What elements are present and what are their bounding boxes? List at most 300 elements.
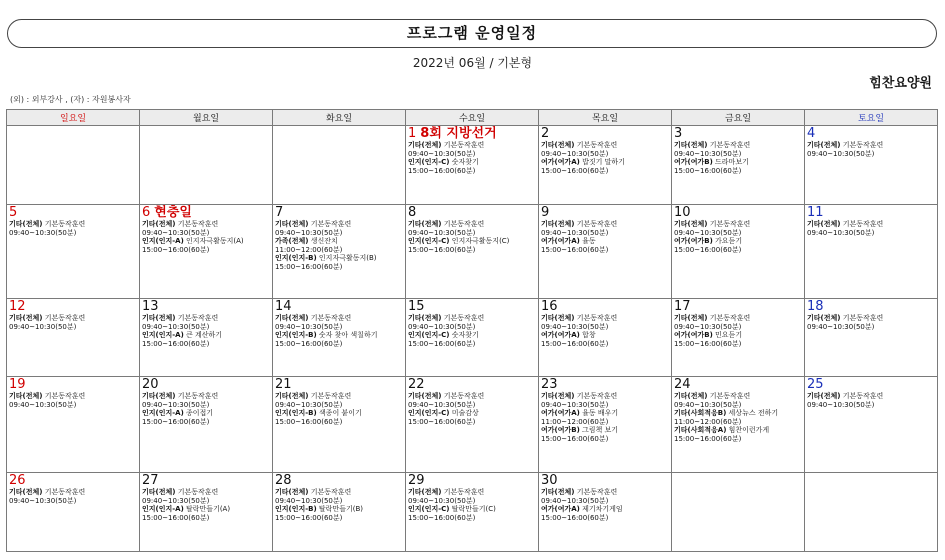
program-time: 09:40~10:30(50분) (674, 149, 742, 158)
program-category: 기타(전체) (9, 392, 43, 400)
program-entry (142, 505, 270, 522)
program-entry (541, 392, 669, 409)
calendar-week-row (7, 205, 938, 299)
program-time: 09:40~10:30(50분) (541, 322, 609, 331)
calendar-day-cell (7, 473, 140, 552)
program-entry (275, 392, 403, 409)
day-number: 23 (541, 377, 558, 392)
program-time: 09:40~10:30(50분) (275, 228, 343, 237)
program-category: 기타(전체) (9, 488, 43, 496)
program-time: 15:00~16:00(60분) (275, 339, 343, 348)
program-category: 기타(전체) (674, 220, 708, 228)
program-category: 기타(전체) (807, 392, 841, 400)
program-name: 제기차기게임 (582, 505, 623, 514)
program-name: 기본동작훈련 (44, 392, 86, 400)
program-entry (674, 331, 802, 348)
program-name: 힘찬이런가게 (728, 426, 770, 435)
calendar-day-cell (140, 299, 273, 377)
program-entry (275, 220, 403, 237)
program-name: 기본동작훈련 (177, 392, 219, 400)
day-number-line (541, 127, 669, 141)
program-entry (674, 237, 802, 254)
day-number-line (541, 378, 669, 392)
program-name: 율동 (582, 237, 596, 246)
program-time: 15:00~16:00(60분) (674, 245, 742, 254)
program-name: 기본동작훈련 (44, 488, 86, 496)
day-number-line (541, 474, 669, 488)
program-category: 여가(여가A) (541, 158, 580, 167)
calendar-day-cell (140, 473, 273, 552)
holiday-label: 현충일 (154, 205, 192, 220)
program-name: 탈락만들기(A) (186, 505, 231, 514)
program-entry (142, 488, 270, 505)
program-time: 15:00~16:00(60분) (541, 434, 609, 443)
calendar-day-cell (140, 126, 273, 205)
day-number-line (674, 378, 802, 392)
calendar-day-cell (805, 205, 938, 299)
program-time: 09:40~10:30(50분) (275, 496, 343, 505)
day-number: 16 (541, 299, 558, 314)
program-name: 기본동작훈련 (177, 488, 219, 496)
day-number-line (9, 378, 137, 392)
program-category: 인지(인지-C) (408, 158, 450, 167)
program-name: 인지자극활동지(B) (318, 254, 377, 263)
program-name: 세상뉴스 전하기 (728, 409, 779, 418)
program-entry (275, 237, 403, 254)
program-entry (807, 220, 935, 237)
program-category: 기타(전체) (408, 488, 442, 496)
program-entry (142, 392, 270, 409)
program-time: 15:00~16:00(60분) (275, 262, 343, 271)
program-category: 인지(인지-B) (275, 409, 317, 418)
day-number-line (674, 300, 802, 314)
calendar-day-cell (539, 377, 672, 473)
program-entry (142, 314, 270, 331)
program-time: 15:00~16:00(60분) (142, 513, 210, 522)
calendar-day-cell (672, 126, 805, 205)
program-name: 큰 계산하기 (186, 331, 223, 340)
program-time: 09:40~10:30(50분) (142, 322, 210, 331)
day-number-line (142, 206, 270, 220)
program-time: 09:40~10:30(50분) (408, 228, 476, 237)
program-category: 여가(여가B) (674, 331, 713, 340)
program-entry (541, 505, 669, 522)
program-entry (541, 158, 669, 175)
program-time: 09:40~10:30(50분) (541, 400, 609, 409)
day-number-line (807, 127, 935, 141)
program-entry (408, 141, 536, 158)
program-category: 기타(전체) (142, 488, 176, 496)
day-number-line (9, 206, 137, 220)
program-entry (408, 237, 536, 254)
program-category: 기타(전체) (275, 220, 309, 228)
program-time: 09:40~10:30(50분) (9, 322, 77, 331)
program-name: 기본동작훈련 (310, 314, 352, 322)
program-category: 기타(전체) (142, 392, 176, 400)
program-entry (807, 314, 935, 331)
program-name: 밥짓기 말하기 (582, 158, 625, 167)
program-time: 11:00~12:00(60분) (541, 417, 609, 426)
calendar-day-cell (273, 377, 406, 473)
program-name: 기본동작훈련 (842, 141, 884, 149)
day-number-line (807, 206, 935, 220)
day-number-line (807, 378, 935, 392)
day-number: 10 (674, 205, 691, 220)
program-entry (541, 488, 669, 505)
weekday-header-wednesday: 수요일 (406, 110, 539, 126)
program-entry (541, 314, 669, 331)
program-time: 15:00~16:00(60분) (142, 417, 210, 426)
program-time: 15:00~16:00(60분) (674, 434, 742, 443)
day-number: 19 (9, 377, 26, 392)
program-time: 11:00~12:00(60분) (674, 417, 742, 426)
day-number-line (275, 474, 403, 488)
program-category: 기타(전체) (807, 141, 841, 149)
calendar-day-cell (406, 377, 539, 473)
program-entry (408, 392, 536, 409)
program-entry (674, 409, 802, 426)
program-name: 그림책 보기 (582, 426, 619, 435)
program-name: 기본동작훈련 (576, 488, 618, 496)
day-number: 2 (541, 126, 550, 141)
day-number-line (142, 474, 270, 488)
program-time: 15:00~16:00(60분) (408, 245, 476, 254)
program-category: 여가(여가A) (541, 331, 580, 340)
day-number-line (275, 378, 403, 392)
program-category: 인지(인지-A) (142, 409, 184, 418)
program-category: 기타(전체) (674, 141, 708, 149)
program-entry (408, 331, 536, 348)
day-number: 9 (541, 205, 550, 220)
program-category: 기타(전체) (408, 392, 442, 400)
program-entry (541, 220, 669, 237)
day-number: 25 (807, 377, 824, 392)
program-time: 09:40~10:30(50분) (408, 496, 476, 505)
program-entry (408, 409, 536, 426)
program-entry (674, 220, 802, 237)
day-number: 5 (9, 205, 18, 220)
program-entry (674, 426, 802, 443)
program-entry (408, 505, 536, 522)
calendar-table (6, 109, 938, 552)
program-category: 여가(여가A) (541, 409, 580, 418)
program-entry (408, 220, 536, 237)
program-category: 기타(전체) (142, 220, 176, 228)
day-number: 30 (541, 473, 558, 488)
program-name: 기본동작훈련 (576, 392, 618, 400)
calendar-day-cell (539, 205, 672, 299)
day-number-line (408, 206, 536, 220)
program-time: 15:00~16:00(60분) (275, 417, 343, 426)
program-entry (541, 141, 669, 158)
program-entry (275, 331, 403, 348)
day-number: 6 (142, 205, 151, 220)
program-entry (541, 409, 669, 426)
period-label: 2022년 06월 / 기본형 (412, 56, 533, 70)
program-time: 15:00~16:00(60분) (142, 339, 210, 348)
holiday-label: 8회 지방선거 (420, 126, 497, 141)
program-name: 합창 (582, 331, 596, 340)
day-number-line (408, 127, 536, 141)
program-category: 인지(인지-B) (275, 331, 317, 340)
calendar-day-cell (273, 473, 406, 552)
program-time: 09:40~10:30(50분) (275, 322, 343, 331)
program-time: 15:00~16:00(60분) (541, 166, 609, 175)
program-category: 기타(전체) (541, 392, 575, 400)
program-entry (9, 220, 137, 237)
program-entry (408, 158, 536, 175)
program-time: 15:00~16:00(60분) (408, 339, 476, 348)
day-number-line (408, 378, 536, 392)
calendar-day-cell (140, 377, 273, 473)
program-name: 기본동작훈련 (443, 220, 485, 228)
program-name: 숫자찾기 (451, 158, 479, 167)
program-category: 기타(전체) (408, 314, 442, 322)
day-number-line (541, 300, 669, 314)
calendar-day-cell (805, 126, 938, 205)
program-time: 09:40~10:30(50분) (541, 228, 609, 237)
program-name: 기본동작훈련 (443, 314, 485, 322)
program-category: 기타(전체) (541, 488, 575, 496)
program-name: 기본동작훈련 (576, 141, 618, 149)
day-number: 15 (408, 299, 425, 314)
program-entry (142, 331, 270, 348)
program-category: 인지(인지-C) (408, 331, 450, 340)
program-time: 09:40~10:30(50분) (9, 228, 77, 237)
program-entry (674, 314, 802, 331)
calendar-day-cell (406, 299, 539, 377)
program-time: 09:40~10:30(50분) (674, 400, 742, 409)
program-time: 09:40~10:30(50분) (674, 228, 742, 237)
weekday-header-monday: 월요일 (140, 110, 273, 126)
day-number: 12 (9, 299, 26, 314)
program-time: 15:00~16:00(60분) (674, 166, 742, 175)
program-category: 인지(인지-A) (142, 505, 184, 514)
program-category: 기타(사회적응B) (674, 409, 727, 418)
weekday-header-thursday: 목요일 (539, 110, 672, 126)
program-time: 09:40~10:30(50분) (9, 400, 77, 409)
day-number: 20 (142, 377, 159, 392)
program-category: 기타(전체) (674, 392, 708, 400)
program-category: 기타(전체) (408, 220, 442, 228)
calendar-day-cell (7, 377, 140, 473)
program-name: 기본동작훈련 (310, 220, 352, 228)
program-category: 인지(인지-B) (275, 505, 317, 514)
program-name: 기본동작훈련 (310, 488, 352, 496)
day-number: 4 (807, 126, 816, 141)
program-entry (408, 314, 536, 331)
day-number: 27 (142, 473, 159, 488)
program-time: 15:00~16:00(60분) (674, 339, 742, 348)
calendar-day-cell (7, 126, 140, 205)
program-category: 여가(여가A) (541, 505, 580, 514)
day-number: 13 (142, 299, 159, 314)
program-name: 인지자극활동지(C) (451, 237, 510, 246)
program-category: 여가(여가B) (674, 237, 713, 246)
calendar-day-cell (7, 205, 140, 299)
program-time: 09:40~10:30(50분) (408, 149, 476, 158)
program-time: 15:00~16:00(60분) (142, 245, 210, 254)
calendar-day-cell (406, 126, 539, 205)
weekday-header-tuesday: 화요일 (273, 110, 406, 126)
program-category: 기타(전체) (541, 314, 575, 322)
program-time: 09:40~10:30(50분) (142, 400, 210, 409)
program-name: 기본동작훈련 (44, 220, 86, 228)
calendar-day-cell (7, 299, 140, 377)
program-time: 15:00~16:00(60분) (408, 417, 476, 426)
program-category: 기타(전체) (408, 141, 442, 149)
program-category: 인지(인지-A) (142, 331, 184, 340)
program-name: 종이접기 (186, 409, 214, 418)
program-category: 인지(인지-B) (275, 254, 317, 263)
program-name: 기본동작훈련 (443, 488, 485, 496)
calendar-week-row (7, 473, 938, 552)
calendar-day-cell (406, 473, 539, 552)
day-number-line (142, 378, 270, 392)
calendar-day-cell (273, 205, 406, 299)
program-name: 기본동작훈련 (576, 314, 618, 322)
calendar-day-cell (140, 205, 273, 299)
program-entry (408, 488, 536, 505)
program-category: 기타(전체) (674, 314, 708, 322)
program-time: 09:40~10:30(50분) (275, 400, 343, 409)
program-name: 기본동작훈련 (576, 220, 618, 228)
program-name: 기본동작훈련 (443, 141, 485, 149)
program-name: 기본동작훈련 (709, 220, 751, 228)
day-number: 17 (674, 299, 691, 314)
day-number: 29 (408, 473, 425, 488)
program-entry (807, 141, 935, 158)
program-time: 15:00~16:00(60분) (541, 339, 609, 348)
program-time: 09:40~10:30(50분) (807, 400, 875, 409)
program-time: 09:40~10:30(50분) (142, 228, 210, 237)
program-category: 인지(인지-C) (408, 505, 450, 514)
program-entry (9, 314, 137, 331)
program-name: 색종이 붙이기 (318, 409, 362, 418)
program-time: 09:40~10:30(50분) (541, 496, 609, 505)
program-category: 기타(전체) (275, 488, 309, 496)
day-number: 18 (807, 299, 824, 314)
program-time: 15:00~16:00(60분) (408, 166, 476, 175)
program-entry (275, 409, 403, 426)
weekday-header-row (7, 110, 938, 126)
day-number: 7 (275, 205, 284, 220)
program-entry (541, 331, 669, 348)
day-number-line (807, 300, 935, 314)
day-number-line (9, 300, 137, 314)
program-name: 가요듣기 (715, 237, 743, 246)
program-name: 미술감상 (451, 409, 479, 418)
program-entry (275, 314, 403, 331)
program-time: 09:40~10:30(50분) (541, 149, 609, 158)
calendar-day-cell (539, 473, 672, 552)
day-number: 8 (408, 205, 417, 220)
program-entry (541, 426, 669, 443)
program-name: 드라마보기 (715, 158, 749, 167)
program-time: 15:00~16:00(60분) (275, 513, 343, 522)
program-time: 09:40~10:30(50분) (408, 322, 476, 331)
program-category: 여가(여가B) (674, 158, 713, 167)
program-entry (9, 392, 137, 409)
program-name: 기본동작훈련 (310, 392, 352, 400)
day-number-line (9, 474, 137, 488)
program-time: 09:40~10:30(50분) (9, 496, 77, 505)
program-entry (9, 488, 137, 505)
calendar-day-cell (672, 205, 805, 299)
program-name: 기본동작훈련 (44, 314, 86, 322)
program-name: 기본동작훈련 (842, 314, 884, 322)
program-time: 09:40~10:30(50분) (142, 496, 210, 505)
program-entry (142, 220, 270, 237)
program-category: 기타(전체) (275, 314, 309, 322)
day-number: 1 (408, 126, 417, 141)
program-category: 인지(인지-C) (408, 409, 450, 418)
program-entry (275, 488, 403, 505)
program-entry (275, 254, 403, 271)
program-category: 기타(전체) (807, 220, 841, 228)
day-number: 21 (275, 377, 292, 392)
weekday-header-saturday: 토요일 (805, 110, 938, 126)
program-time: 15:00~16:00(60분) (408, 513, 476, 522)
program-category: 가족(전체) (275, 237, 309, 246)
program-category: 여가(여가A) (541, 237, 580, 246)
program-category: 기타(전체) (541, 220, 575, 228)
calendar-day-cell (672, 299, 805, 377)
calendar-day-cell (406, 205, 539, 299)
calendar-day-cell (805, 299, 938, 377)
program-time: 15:00~16:00(60분) (541, 513, 609, 522)
program-name: 기본동작훈련 (842, 392, 884, 400)
day-number-line (142, 300, 270, 314)
program-name: 기본동작훈련 (709, 392, 751, 400)
calendar-week-row (7, 126, 938, 205)
program-time: 15:00~16:00(60분) (541, 245, 609, 254)
program-name: 숫자찾기 (451, 331, 479, 340)
calendar-day-cell (672, 377, 805, 473)
day-number: 24 (674, 377, 691, 392)
program-category: 기타(전체) (807, 314, 841, 322)
day-number: 3 (674, 126, 683, 141)
day-number: 14 (275, 299, 292, 314)
day-number: 28 (275, 473, 292, 488)
program-entry (674, 392, 802, 409)
calendar-day-cell (539, 299, 672, 377)
program-category: 기타(전체) (9, 220, 43, 228)
program-name: 기본동작훈련 (177, 314, 219, 322)
calendar-day-cell (539, 126, 672, 205)
program-entry (142, 237, 270, 254)
program-category: 기타(전체) (541, 141, 575, 149)
program-name: 기본동작훈련 (709, 314, 751, 322)
program-category: 기타(전체) (275, 392, 309, 400)
day-number-line (275, 300, 403, 314)
day-number-line (674, 206, 802, 220)
program-name: 숫자 찾아 색칠하기 (318, 331, 378, 340)
calendar-body (7, 126, 938, 552)
day-number-line (408, 474, 536, 488)
program-name: 기본동작훈련 (709, 141, 751, 149)
calendar-week-row (7, 377, 938, 473)
program-entry (275, 505, 403, 522)
organization-name: 힘찬요양원 (869, 76, 932, 91)
weekday-header-friday: 금요일 (672, 110, 805, 126)
day-number-line (275, 206, 403, 220)
program-category: 인지(인지-C) (408, 237, 450, 246)
program-category: 여가(여가B) (541, 426, 580, 435)
calendar-day-cell (273, 299, 406, 377)
program-category: 기타(사회적응A) (674, 426, 727, 435)
program-name: 기본동작훈련 (842, 220, 884, 228)
